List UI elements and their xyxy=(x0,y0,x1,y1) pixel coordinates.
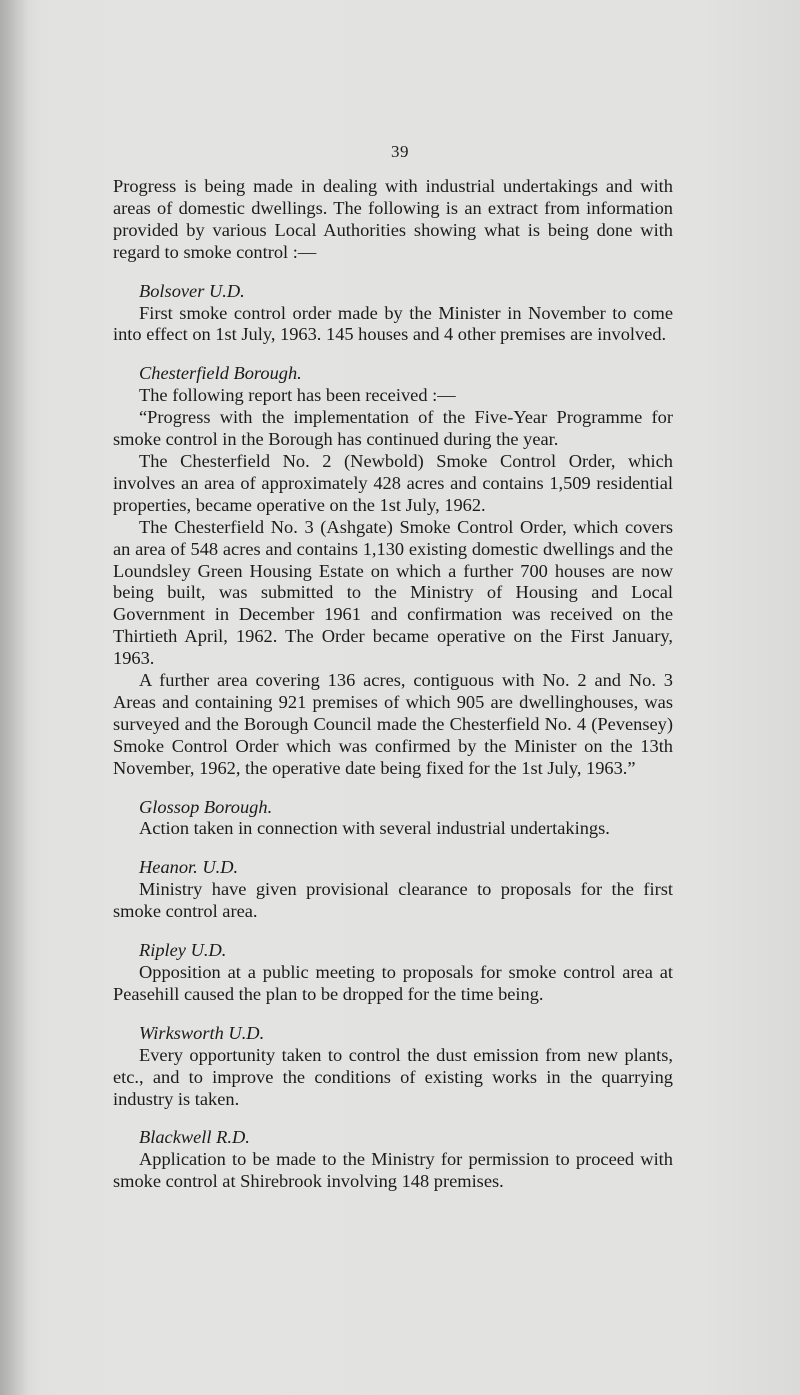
section-heading: Heanor. U.D. xyxy=(139,857,239,878)
page-edge-shadow xyxy=(0,0,28,1395)
section-paragraph: The following report has been received :— xyxy=(139,385,456,406)
section-wirksworth xyxy=(113,1023,673,1111)
section-paragraph: Ministry have given provisional clearance to proposals for the first smoke control area. xyxy=(113,879,673,922)
section-paragraph: First smoke control order made by the Minister in November to come into effect on 1st July, 1963. 145 houses and 4 other premises are involved. xyxy=(113,302,673,345)
section-paragraph: A further area covering 136 acres, contiguous with No. 2 and No. 3 Areas and containing 921 premises of which 905 are dwellinghouses, was surveyed and the Borough Council made the Chesterfield No. 4 (Pevensey) Smoke Control Order which was confirmed by the Minister on the 13th November, 1962, the operative date being fixed for the 1st July, 1963.” xyxy=(113,670,673,778)
section-blackwell xyxy=(113,1127,673,1193)
section-glossop xyxy=(113,797,673,841)
section-heading: Wirksworth U.D. xyxy=(139,1022,265,1043)
section-paragraph: The Chesterfield No. 2 (Newbold) Smoke Control Order, which involves an area of approximately 428 acres and contains 1,509 residential properties, became operative on the 1st July, 1962. xyxy=(113,450,673,515)
section-heading: Chesterfield Borough. xyxy=(139,363,302,384)
section-paragraph: Opposition at a public meeting to proposals for smoke control area at Peasehill caused the plan to be dropped for the time being. xyxy=(113,962,673,1004)
section-paragraph: “Progress with the implementation of the Five-Year Programme for smoke control in the Borough has continued during the year. xyxy=(113,407,673,450)
section-paragraph: Action taken in connection with several industrial undertakings. xyxy=(139,818,610,839)
section-paragraph: Application to be made to the Ministry for permission to proceed with smoke control at Shirebrook involving 148 premises. xyxy=(113,1149,673,1192)
section-heanor xyxy=(113,857,673,923)
section-heading: Blackwell R.D. xyxy=(139,1127,250,1148)
document-body xyxy=(113,176,673,1193)
section-ripley xyxy=(113,940,673,1006)
page-number: 39 xyxy=(391,142,409,161)
section-paragraph: Every opportunity taken to control the dust emission from new plants, etc., and to improve the conditions of existing works in the quarrying industry is taken. xyxy=(113,1044,673,1109)
section-heading: Ripley U.D. xyxy=(139,940,227,961)
section-chesterfield xyxy=(113,363,673,779)
section-heading: Glossop Borough. xyxy=(139,796,273,817)
section-paragraph: The Chesterfield No. 3 (Ashgate) Smoke Control Order, which covers an area of 548 acres and contains 1,130 existing domestic dwellings and the Loundsley Green Housing Estate on which a further 700 houses are now being built, was submitted to the Ministry of Housing and Local Government in December 1961 and confirmation was received on the Thirtieth April, 1962. The Order became operative on the First January, 1963. xyxy=(113,516,673,669)
section-heading: Bolsover U.D. xyxy=(139,280,245,301)
intro-block xyxy=(113,176,673,264)
section-bolsover xyxy=(113,281,673,347)
intro-paragraph: Progress is being made in dealing with industrial undertakings and with areas of domestic dwellings. The following is an extract from information provided by various Local Authorities showing what is being done with regard to smoke control :— xyxy=(113,176,673,262)
